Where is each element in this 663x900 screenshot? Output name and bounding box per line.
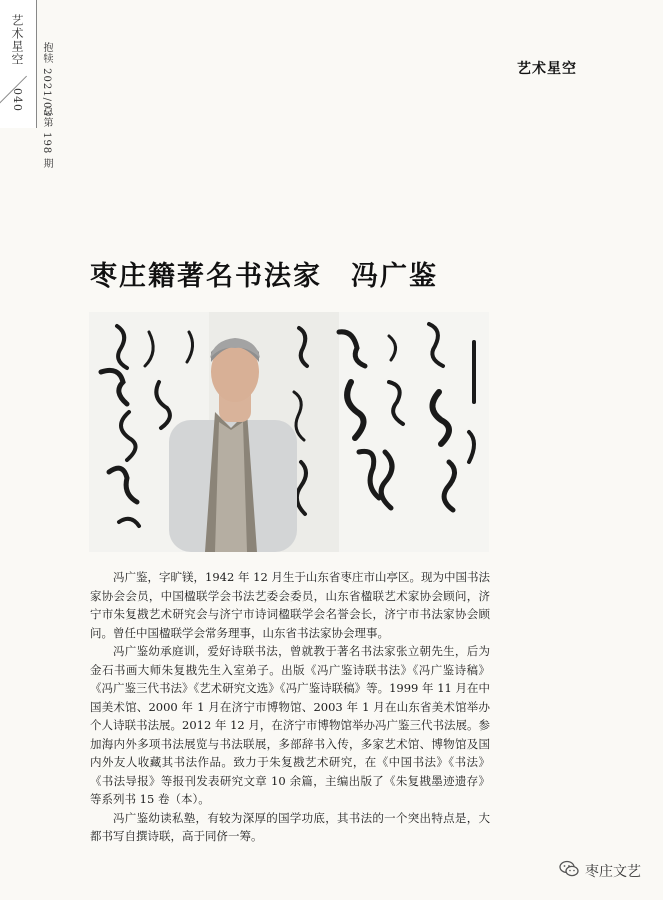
article-title: 枣庄籍著名书法家 冯广鉴 [90,261,438,293]
issue-label: 抱犊 2021/03 [41,42,52,117]
section-label: 艺术星空 [10,14,24,66]
wechat-icon [559,860,579,882]
paragraph: 冯广鉴幼读私塾，有较为深厚的国学功底，其书法的一个突出特点是，大都书写自撰诗联，高于同侪一筹。 [90,810,490,843]
paragraph: 冯广鉴幼承庭训，爱好诗联书法，曾就教于著名书法家张立朝先生，后为金石书画大师朱复戡先生入室弟子。出版《冯广鉴诗联书法》《冯广鉴诗稿》《冯广鉴三代书法》《艺术研究文选》《冯广鉴诗联稿》等。1999 年 11 月在中国美术馆、2000 年 1 月在济宁市博物馆、2003 年 1 月在山东省美术馆举办个人诗联书法展。2012 年 12 月，在济宁市博物馆举办冯广鉴三代书法展。参加海内外多项书法展览与书法联展，多部辞书入传，多家艺术馆、博物馆及国内外友人收藏其书法作品。致力于朱复戡艺术研究，在《中国书法》《书法》《书法导报》等报刊发表研究文章 10 余篇，主编出版了《朱复戡墨迹遗存》等系列书 15 卷（本）。 [90,644,490,806]
total-issue-label: 总第 198 期 [41,106,52,170]
paragraph: 冯广鉴，字旷镁，1942 年 12 月生于山东省枣庄市山亭区。现为中国书法家协会会员，中国楹联学会书法艺委会委员，山东省楹联艺术家协会顾问，济宁市朱复戡艺术研究会与济宁市诗词楹联学会名誉会长，济宁市书法家协会顾问。曾任中国楹联学会常务理事，山东省书法家协会理事。 [90,570,490,640]
watermark-label: 枣庄文艺 [585,864,641,880]
section-tab [0,0,37,128]
article-body [90,568,490,846]
portrait-photo [89,312,489,552]
page-number: 040 [11,88,24,112]
calligraphy-backdrop [89,312,489,552]
column-header: 艺术星空 [517,61,577,77]
account-watermark [559,860,641,882]
